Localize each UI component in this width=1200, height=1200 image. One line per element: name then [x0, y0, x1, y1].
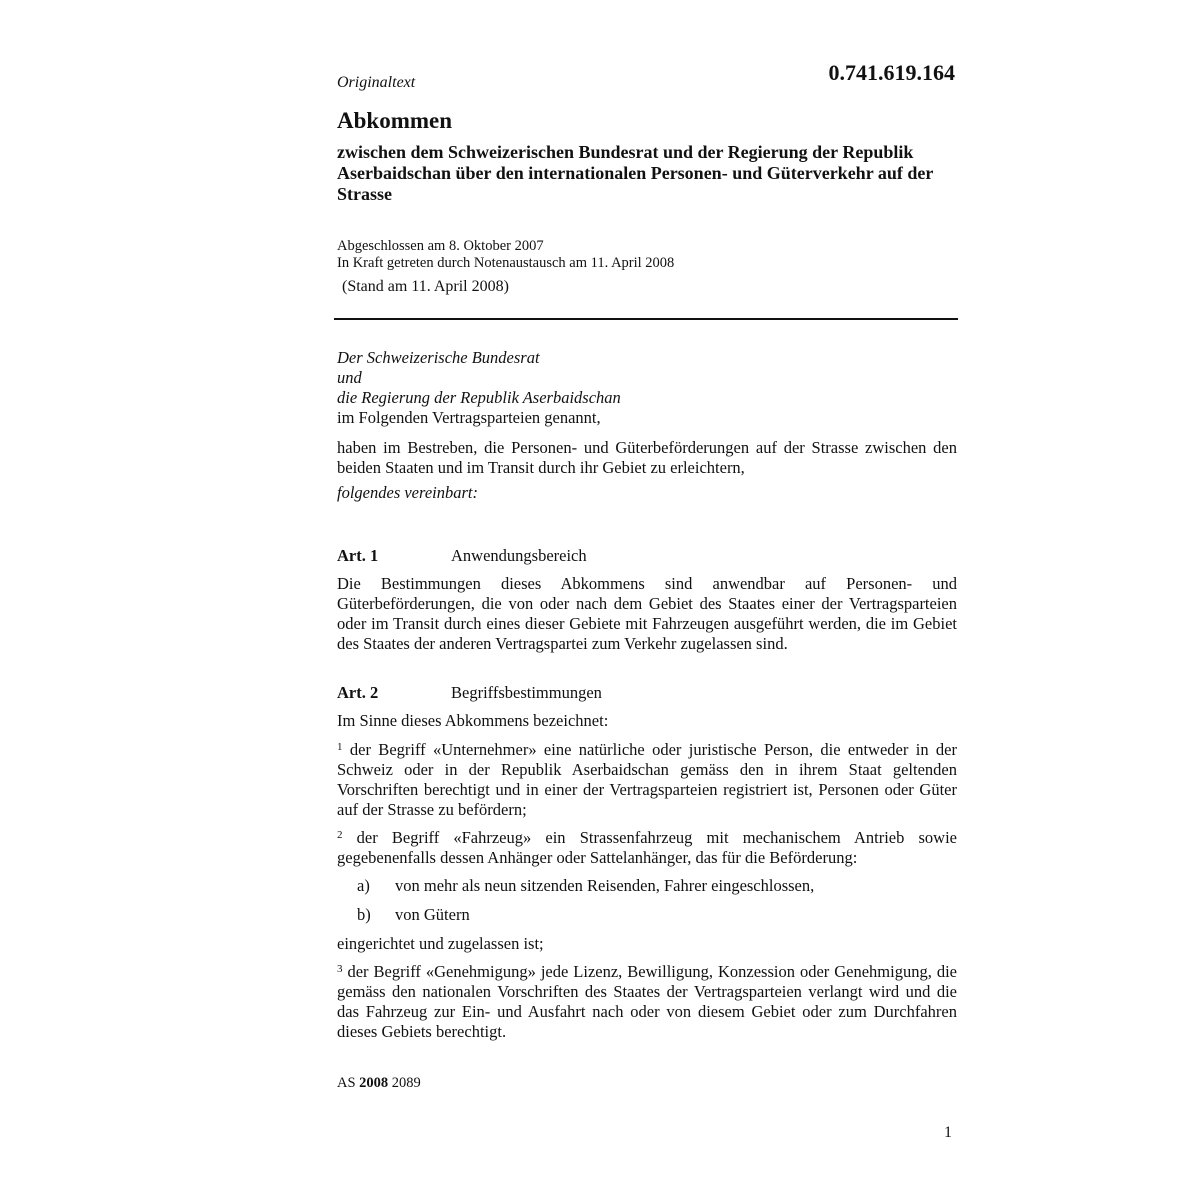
- as-page: 2089: [391, 1075, 421, 1091]
- list-item-b-label: b): [357, 905, 371, 924]
- party-1: Der Schweizerische Bundesrat: [337, 348, 540, 367]
- party-conjunction: und: [337, 368, 362, 387]
- date-block: [337, 238, 957, 272]
- as-prefix: AS: [337, 1075, 356, 1091]
- article-1-heading: [337, 546, 957, 568]
- document-subtitle: zwischen dem Schweizerischen Bundesrat und der Regierung der Republik Aserbaidschan über den internationalen Personen- und Güterverkehr auf der Strasse: [337, 142, 934, 204]
- parties-named: im Folgenden Vertragsparteien genannt,: [337, 408, 601, 427]
- concluded-date: Abgeschlossen am 8. Oktober 2007: [337, 238, 544, 254]
- definition-1: [337, 740, 957, 820]
- list-item-b-text: von Gütern: [395, 905, 470, 924]
- document-title: Abkommen: [337, 108, 453, 133]
- definition-2-text: der Begriff «Fahrzeug» ein Strassenfahrzeug mit mechanischem Antrieb sowie gegebenenfalls dessen Anhänger oder Sattelanhänger, das für die Beförderung:: [337, 828, 958, 867]
- official-collection-ref: [337, 1075, 421, 1092]
- article-1-text: Die Bestimmungen dieses Abkommens sind anwendbar auf Personen- und Güterbeförderungen, die von oder nach dem Gebiet des Staates einer der Vertragsparteien oder im Transit durch eines dieser Gebiete mit Fahrzeugen ausgeführt werden, die im Gebiet des Staates der anderen Vertragspartei zum Verkehr zugelassen sind.: [337, 574, 957, 653]
- definition-3-text: der Begriff «Genehmigung» jede Lizenz, Bewilligung, Konzession oder Genehmigung, die gemäss den nationalen Vorschriften des Staates der Vertragsparteien verlangt wird und die das Fahrzeug zur Ein- und Ausfahrt nach oder von diesem Gebiet oder zum Durchfahren dieses Gebiets berechtigt.: [337, 962, 957, 1041]
- definition-1-text: der Begriff «Unternehmer» eine natürliche oder juristische Person, die entweder in der Schweiz oder in der Republik Aserbaidschan gemäss den in ihrem Staat geltenden Vorschriften berechtigt und in einer der Vertragsparteien registriert ist, Personen oder Güter auf der Strasse zu befördern;: [337, 740, 958, 819]
- list-item-a-text: von mehr als neun sitzenden Reisenden, Fahrer eingeschlossen,: [395, 876, 815, 895]
- header-divider: [334, 318, 958, 320]
- definition-1-number: 1: [337, 741, 343, 753]
- definition-3-number: 3: [337, 963, 343, 975]
- as-year: 2008: [359, 1075, 389, 1091]
- sr-number: 0.741.619.164: [828, 60, 955, 85]
- page-number: 1: [944, 1124, 952, 1141]
- preamble-parties: [337, 348, 957, 428]
- list-item-a-label: a): [357, 876, 370, 895]
- definition-2: [337, 828, 957, 868]
- list-item-b: [357, 905, 470, 925]
- definition-2-closing: eingerichtet und zugelassen ist;: [337, 934, 544, 953]
- article-1-title: Anwendungsbereich: [451, 546, 587, 565]
- article-1-number: Art. 1: [337, 546, 379, 565]
- definition-2-number: 2: [337, 829, 343, 841]
- list-item-a: [357, 876, 814, 896]
- preamble-intent: haben im Bestreben, die Personen- und Güterbeförderungen auf der Strasse zwischen den beiden Staaten und im Transit durch ihr Gebiet zu erleichtern,: [337, 438, 957, 477]
- preamble-agreed: folgendes vereinbart:: [337, 483, 478, 502]
- original-text-label: Originaltext: [337, 74, 416, 91]
- party-2: die Regierung der Republik Aserbaidschan: [337, 388, 621, 407]
- article-2-heading: [337, 683, 957, 705]
- definition-3: [337, 962, 957, 1042]
- in-force-date: In Kraft getreten durch Notenaustausch am 11. April 2008: [337, 255, 675, 271]
- article-2-number: Art. 2: [337, 683, 379, 702]
- article-2-title: Begriffsbestimmungen: [451, 683, 602, 702]
- article-2-intro: Im Sinne dieses Abkommens bezeichnet:: [337, 711, 609, 730]
- status-date: (Stand am 11. April 2008): [342, 278, 509, 295]
